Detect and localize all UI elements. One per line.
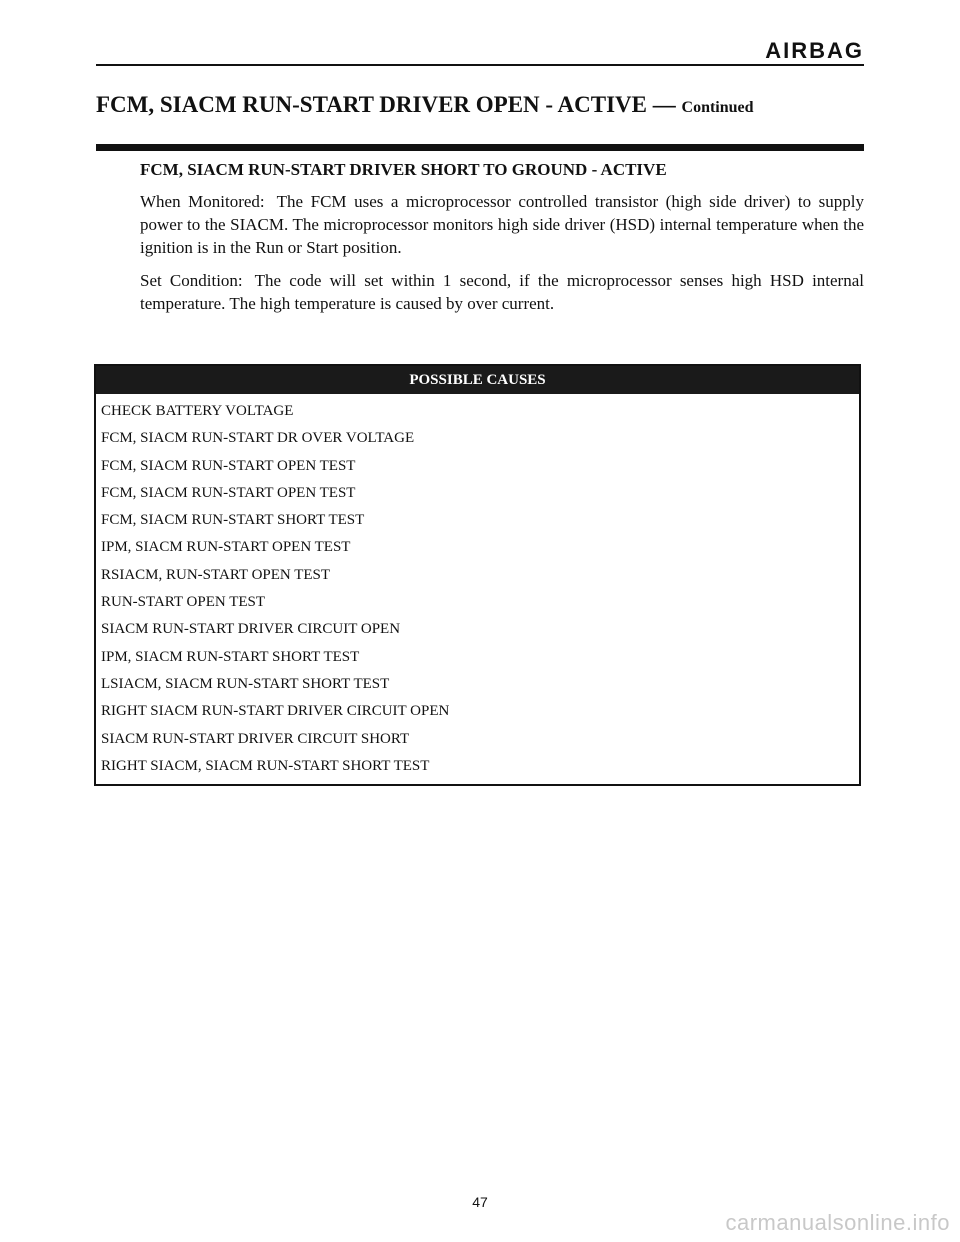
description-block xyxy=(140,160,864,325)
possible-causes-header: POSSIBLE CAUSES xyxy=(96,366,859,394)
cause-item: IPM, SIACM RUN-START OPEN TEST xyxy=(101,539,351,556)
section-label: AIRBAG xyxy=(765,38,864,63)
page-title-text: FCM, SIACM RUN-START DRIVER OPEN - ACTIVE — xyxy=(96,92,676,117)
page-number: 47 xyxy=(472,1194,488,1210)
cause-item: IPM, SIACM RUN-START SHORT TEST xyxy=(101,648,360,665)
cause-item: FCM, SIACM RUN-START OPEN TEST xyxy=(101,484,356,501)
page-title xyxy=(96,92,754,118)
set-condition-label: Set Condition: xyxy=(140,271,243,290)
watermark: carmanualsonline.info xyxy=(725,1210,950,1235)
cause-item: RIGHT SIACM, SIACM RUN-START SHORT TEST xyxy=(101,757,430,774)
when-monitored-text: The FCM uses a microprocessor controlled transistor (high side driver) to supply power to the SIACM. The microprocessor monitors high side driver (HSD) internal temperature when the ignition is in the Run or Start position. xyxy=(140,192,864,257)
when-monitored-label: When Monitored: xyxy=(140,192,265,211)
possible-causes-table xyxy=(94,364,861,786)
set-condition-paragraph xyxy=(140,269,864,315)
cause-item: RUN-START OPEN TEST xyxy=(101,594,266,611)
cause-item: FCM, SIACM RUN-START OPEN TEST xyxy=(101,457,356,474)
heavy-rule xyxy=(96,144,864,151)
cause-item: CHECK BATTERY VOLTAGE xyxy=(101,403,294,419)
cause-item: SIACM RUN-START DRIVER CIRCUIT SHORT xyxy=(101,730,410,747)
cause-item: FCM, SIACM RUN-START DR OVER VOLTAGE xyxy=(101,430,415,447)
cause-item: RSIACM, RUN-START OPEN TEST xyxy=(101,566,331,583)
cause-item: RIGHT SIACM RUN-START DRIVER CIRCUIT OPEN xyxy=(101,703,450,720)
continued-label: Continued xyxy=(681,99,754,116)
cause-item: FCM, SIACM RUN-START SHORT TEST xyxy=(101,512,365,529)
top-rule xyxy=(96,64,864,66)
set-condition-text: The code will set within 1 second, if the microprocessor senses high HSD internal temperature. The high temperature is caused by over current. xyxy=(140,271,864,313)
cause-item: LSIACM, SIACM RUN-START SHORT TEST xyxy=(101,675,390,692)
possible-causes-list xyxy=(96,394,859,784)
when-monitored-paragraph xyxy=(140,190,864,259)
code-subheading: FCM, SIACM RUN-START DRIVER SHORT TO GROUND - ACTIVE xyxy=(140,160,667,179)
cause-item: SIACM RUN-START DRIVER CIRCUIT OPEN xyxy=(101,621,401,638)
